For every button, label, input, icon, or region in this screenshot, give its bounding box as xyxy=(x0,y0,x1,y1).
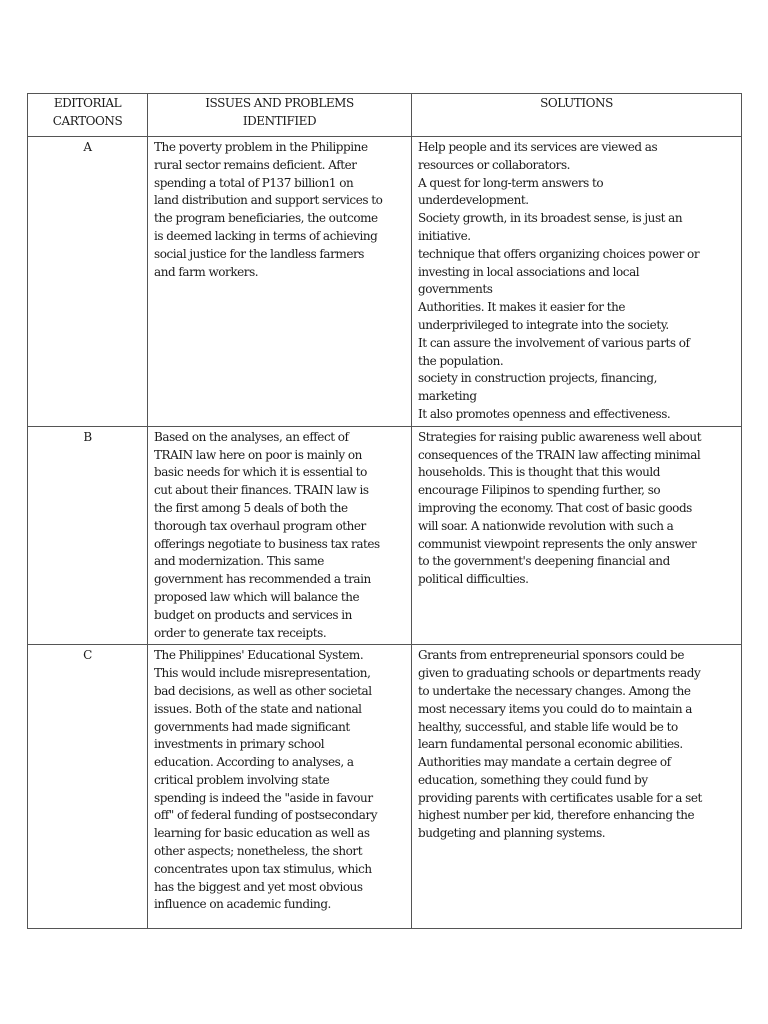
issues-cell xyxy=(148,137,412,427)
text-line: to the government's deepening financial and xyxy=(418,554,670,569)
text-line: other aspects; nonetheless, the short xyxy=(154,844,363,859)
text-line: underprivileged to integrate into the society. xyxy=(418,317,669,332)
text-line: concentrates upon tax stimulus, which xyxy=(154,861,372,876)
text-line: This would include misrepresentation, xyxy=(154,666,371,681)
text-line: Authorities may mandate a certain degree of xyxy=(418,755,671,770)
text-line: the first among 5 deals of both the xyxy=(154,500,348,515)
header-issues-and-problems xyxy=(148,94,412,137)
text-line: It also promotes openness and effectiveness. xyxy=(418,406,671,421)
text-line: the program beneficiaries, the outcome xyxy=(154,211,378,226)
text-line: offerings negotiate to business tax rates xyxy=(154,536,380,551)
text-line: budgeting and planning systems. xyxy=(418,826,606,841)
text-line: rural sector remains deficient. After xyxy=(154,157,357,172)
text-line: and modernization. This same xyxy=(154,554,324,569)
text-line: order to generate tax receipts. xyxy=(154,625,327,640)
text-line: the population. xyxy=(418,353,504,368)
text-line: TRAIN law here on poor is mainly on xyxy=(154,447,362,462)
text-line: highest number per kid, therefore enhancing the xyxy=(418,808,695,823)
text-line: spending a total of P137 billion1 on xyxy=(154,175,354,190)
issues-cell xyxy=(148,645,412,929)
text-line: and farm workers. xyxy=(154,264,259,279)
text-line: CARTOONS xyxy=(52,113,123,128)
solutions-cell xyxy=(412,426,742,645)
text-line: encourage Filipinos to spending further, so xyxy=(418,483,661,498)
text-line: marketing xyxy=(418,389,477,404)
text-line: to undertake the necessary changes. Among the xyxy=(418,683,691,698)
text-line: Strategies for raising public awareness well about xyxy=(418,429,702,444)
text-line: investing in local associations and local xyxy=(418,264,640,279)
header-editorial-cartoons xyxy=(28,94,148,137)
text-line: consequences of the TRAIN law affecting minimal xyxy=(418,447,701,462)
text-line: healthy, successful, and stable life would be to xyxy=(418,719,678,734)
text-line: learning for basic education as well as xyxy=(154,826,370,841)
text-line: society in construction projects, financing, xyxy=(418,371,657,386)
text-line: spending is indeed the "aside in favour xyxy=(154,790,373,805)
text-line: proposed law which will balance the xyxy=(154,589,360,604)
text-line: providing parents with certificates usable for a set xyxy=(418,790,702,805)
text-line: most necessary items you could do to maintain a xyxy=(418,701,692,716)
header-solutions xyxy=(412,94,742,137)
editorial-cartoons-table xyxy=(27,93,742,929)
text-line: is deemed lacking in terms of achieving xyxy=(154,228,378,243)
cartoon-label-cell: A xyxy=(28,137,148,427)
text-line: Help people and its services are viewed as xyxy=(418,140,658,154)
solutions-cell xyxy=(412,645,742,929)
text-line: given to graduating schools or departments ready xyxy=(418,666,701,681)
text-line: EDITORIAL xyxy=(53,96,122,110)
text-line: cut about their finances. TRAIN law is xyxy=(154,483,369,498)
table-row xyxy=(28,645,742,929)
text-line: education. According to analyses, a xyxy=(154,755,354,770)
text-line: The Philippines' Educational System. xyxy=(154,648,364,663)
cartoon-label-cell: C xyxy=(28,645,148,929)
text-line: influence on academic funding. xyxy=(154,897,331,912)
text-line: IDENTIFIED xyxy=(242,113,317,128)
text-line: issues. Both of the state and national xyxy=(154,701,362,716)
text-line: learn fundamental personal economic abilities. xyxy=(418,737,683,752)
table-header-row xyxy=(28,94,742,137)
text-line: education, something they could fund by xyxy=(418,772,648,787)
text-line: budget on products and services in xyxy=(154,607,352,622)
text-line: off" of federal funding of postsecondary xyxy=(154,808,378,823)
text-line: SOLUTIONS xyxy=(540,96,613,110)
text-line: underdevelopment. xyxy=(418,193,529,208)
text-line: thorough tax overhaul program other xyxy=(154,518,366,533)
text-line: resources or collaborators. xyxy=(418,157,571,172)
text-line: Grants from entrepreneurial sponsors could be xyxy=(418,648,684,663)
text-line: Authorities. It makes it easier for the xyxy=(418,300,626,315)
text-line: bad decisions, as well as other societal xyxy=(154,683,372,698)
text-line: investments in primary school xyxy=(154,737,325,752)
text-line: ISSUES AND PROBLEMS xyxy=(205,96,354,110)
solutions-cell xyxy=(412,137,742,427)
text-line: technique that offers organizing choices power or xyxy=(418,246,700,261)
text-line: A quest for long-term answers to xyxy=(418,175,604,190)
text-line: government has recommended a train xyxy=(154,572,371,587)
text-line: governments had made significant xyxy=(154,719,350,734)
text-line: basic needs for which it is essential to xyxy=(154,465,367,480)
text-line: initiative. xyxy=(418,228,471,243)
text-line: communist viewpoint represents the only answer xyxy=(418,536,697,551)
text-line: political difficulties. xyxy=(418,572,529,587)
text-line: Based on the analyses, an effect of xyxy=(154,429,349,444)
text-line: improving the economy. That cost of basic goods xyxy=(418,500,692,515)
text-line: land distribution and support services to xyxy=(154,193,383,208)
text-line: The poverty problem in the Philippine xyxy=(154,140,368,154)
text-line: Society growth, in its broadest sense, is just an xyxy=(418,211,683,226)
text-line: households. This is thought that this would xyxy=(418,465,661,480)
text-line: has the biggest and yet most obvious xyxy=(154,879,363,894)
text-line: critical problem involving state xyxy=(154,772,330,787)
issues-cell xyxy=(148,426,412,645)
text-line: It can assure the involvement of various parts of xyxy=(418,335,690,350)
text-line: governments xyxy=(418,282,493,297)
table-row xyxy=(28,426,742,645)
table-row xyxy=(28,137,742,427)
text-line: will soar. A nationwide revolution with such a xyxy=(418,518,674,533)
text-line: social justice for the landless farmers xyxy=(154,246,364,261)
cartoon-label-cell: B xyxy=(28,426,148,645)
